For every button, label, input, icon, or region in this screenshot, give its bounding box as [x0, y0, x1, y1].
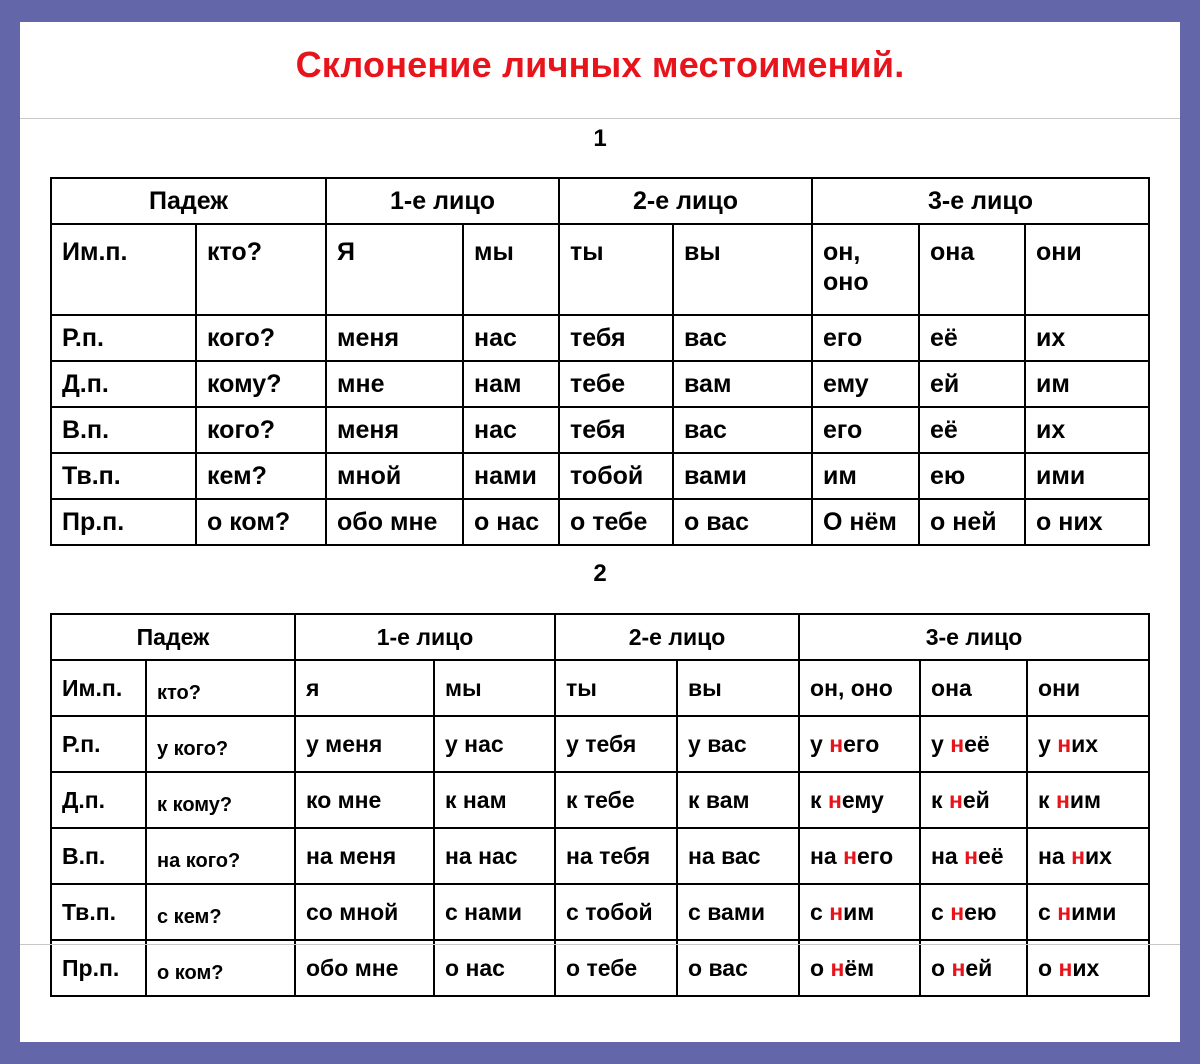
- title-band: [20, 22, 1180, 119]
- cell: тебя: [559, 407, 673, 453]
- cell: о нас: [463, 499, 559, 545]
- case-question: кому?: [196, 361, 326, 407]
- cell: его: [812, 315, 919, 361]
- header-first-person: 1-е лицо: [326, 178, 559, 224]
- case-name: В.п.: [51, 828, 146, 884]
- cell-rest: ею: [964, 898, 997, 925]
- table-header-row: [51, 614, 1149, 660]
- case-question: у кого?: [146, 716, 295, 772]
- cell: они: [1025, 224, 1149, 315]
- cell-third-person: [1027, 660, 1149, 716]
- cell-highlight: н: [830, 954, 845, 981]
- cell: о ней: [919, 499, 1025, 545]
- cell-prefix: на: [1038, 842, 1072, 869]
- cell-third-person: [920, 828, 1027, 884]
- table-row: [51, 660, 1149, 716]
- footer-divider: [20, 944, 1180, 945]
- declension-table-1: [50, 177, 1150, 546]
- cell: на тебя: [555, 828, 677, 884]
- cell: нас: [463, 407, 559, 453]
- cell: о нас: [434, 940, 555, 996]
- cell: к тебе: [555, 772, 677, 828]
- cell: меня: [326, 315, 463, 361]
- cell: ей: [919, 361, 1025, 407]
- cell-rest: их: [1085, 842, 1112, 869]
- cell: о них: [1025, 499, 1149, 545]
- cell-rest: их: [1072, 954, 1100, 981]
- cell-prefix: у: [810, 730, 830, 757]
- cell-prefix: о: [931, 954, 952, 981]
- cell: вами: [673, 453, 812, 499]
- cell: им: [812, 453, 919, 499]
- table-row: [51, 772, 1149, 828]
- cell: ими: [1025, 453, 1149, 499]
- table-row: [51, 407, 1149, 453]
- cell: мне: [326, 361, 463, 407]
- table-row: [51, 828, 1149, 884]
- table-row: [51, 315, 1149, 361]
- cell-highlight: н: [827, 786, 842, 813]
- cell-third-person: [1027, 716, 1149, 772]
- cell: её: [919, 315, 1025, 361]
- case-question: кто?: [146, 660, 295, 716]
- cell: с вами: [677, 884, 799, 940]
- cell: на вас: [677, 828, 799, 884]
- cell: им: [1025, 361, 1149, 407]
- case-name: Д.п.: [51, 772, 146, 828]
- table-1-number: 1: [593, 125, 607, 152]
- table-row: [51, 224, 1149, 315]
- cell-prefix: она: [931, 674, 972, 701]
- cell: тебе: [559, 361, 673, 407]
- cell-prefix: у: [1038, 730, 1058, 757]
- cell-third-person: [1027, 772, 1149, 828]
- cell-rest: ём: [844, 954, 875, 981]
- case-question: кого?: [196, 315, 326, 361]
- cell-prefix: с: [810, 898, 830, 925]
- cell: у вас: [677, 716, 799, 772]
- cell-third-person: [920, 772, 1027, 828]
- cell-rest: ими: [1071, 898, 1117, 925]
- case-name: Им.п.: [51, 660, 146, 716]
- cell-prefix: к: [1038, 786, 1056, 813]
- cell-third-person: [799, 716, 920, 772]
- cell: о вас: [677, 940, 799, 996]
- cell-third-person: [920, 716, 1027, 772]
- table-header-row: [51, 178, 1149, 224]
- cell: я: [295, 660, 434, 716]
- cell: ко мне: [295, 772, 434, 828]
- cell-highlight: н: [1058, 954, 1073, 981]
- header-third-person: 3-е лицо: [812, 178, 1149, 224]
- header-second-person: 2-е лицо: [555, 614, 799, 660]
- cell: на нас: [434, 828, 555, 884]
- cell: ему: [812, 361, 919, 407]
- cell-highlight: н: [1071, 842, 1086, 869]
- cell: вы: [677, 660, 799, 716]
- cell-third-person: [920, 940, 1027, 996]
- cell: нас: [463, 315, 559, 361]
- case-name: В.п.: [51, 407, 196, 453]
- table-2-number: 2: [593, 560, 607, 587]
- case-question: на кого?: [146, 828, 295, 884]
- cell-third-person: [799, 772, 920, 828]
- cell-prefix: он, оно: [810, 674, 893, 701]
- cell: со мной: [295, 884, 434, 940]
- cell: у тебя: [555, 716, 677, 772]
- cell-highlight: н: [1055, 786, 1070, 813]
- cell: тебя: [559, 315, 673, 361]
- table-row: [51, 453, 1149, 499]
- case-name: Им.п.: [51, 224, 196, 315]
- case-question: с кем?: [146, 884, 295, 940]
- cell-highlight: н: [843, 842, 858, 869]
- cell-third-person: [799, 884, 920, 940]
- case-name: Д.п.: [51, 361, 196, 407]
- header-case: Падеж: [51, 178, 326, 224]
- cell: нам: [463, 361, 559, 407]
- cell-rest: ей: [962, 786, 990, 813]
- cell-third-person: [1027, 940, 1149, 996]
- cell-third-person: [920, 660, 1027, 716]
- cell-rest: его: [857, 842, 894, 869]
- cell-third-person: [799, 660, 920, 716]
- header-third-person: 3-е лицо: [799, 614, 1149, 660]
- table-row: [51, 884, 1149, 940]
- cell: к вам: [677, 772, 799, 828]
- cell: вас: [673, 315, 812, 361]
- cell: меня: [326, 407, 463, 453]
- cell: тобой: [559, 453, 673, 499]
- cell: мы: [463, 224, 559, 315]
- header-first-person: 1-е лицо: [295, 614, 555, 660]
- cell-line: оно: [823, 268, 869, 296]
- declension-table-2: [50, 613, 1150, 997]
- cell-rest: ей: [965, 954, 993, 981]
- cell: мы: [434, 660, 555, 716]
- cell-prefix: с: [1038, 898, 1058, 925]
- cell: обо мне: [326, 499, 463, 545]
- cell-third-person: [920, 884, 1027, 940]
- cell-rest: ему: [841, 786, 884, 813]
- cell-highlight: н: [829, 730, 844, 757]
- cell: вы: [673, 224, 812, 315]
- case-name: Пр.п.: [51, 499, 196, 545]
- slide: [20, 22, 1180, 1042]
- table-row: [51, 499, 1149, 545]
- cell-rest: её: [978, 842, 1004, 869]
- cell-prefix: они: [1038, 674, 1081, 701]
- cell: с тобой: [555, 884, 677, 940]
- cell: О нём: [812, 499, 919, 545]
- cell: их: [1025, 407, 1149, 453]
- cell-highlight: н: [948, 786, 963, 813]
- case-name: Тв.п.: [51, 884, 146, 940]
- cell: о вас: [673, 499, 812, 545]
- header-second-person: 2-е лицо: [559, 178, 812, 224]
- cell-highlight: н: [964, 842, 979, 869]
- cell: ею: [919, 453, 1025, 499]
- cell-prefix: на: [810, 842, 844, 869]
- case-question: о ком?: [196, 499, 326, 545]
- case-name: Р.п.: [51, 716, 146, 772]
- cell-highlight: н: [950, 898, 965, 925]
- cell-highlight: н: [1057, 730, 1072, 757]
- cell-rest: его: [843, 730, 880, 757]
- cell-prefix: о: [1038, 954, 1059, 981]
- cell-third-person: [799, 940, 920, 996]
- case-question: кто?: [196, 224, 326, 315]
- case-question: о ком?: [146, 940, 295, 996]
- cell: вам: [673, 361, 812, 407]
- cell-prefix: у: [931, 730, 951, 757]
- cell-prefix: о: [810, 954, 831, 981]
- cell-rest: им: [1069, 786, 1101, 813]
- cell-highlight: н: [1057, 898, 1072, 925]
- cell-line: он,: [823, 238, 861, 266]
- cell-third-person: [799, 828, 920, 884]
- cell: с нами: [434, 884, 555, 940]
- cell: ты: [559, 224, 673, 315]
- cell-prefix: к: [931, 786, 949, 813]
- case-name: Тв.п.: [51, 453, 196, 499]
- table-row: [51, 716, 1149, 772]
- cell: их: [1025, 315, 1149, 361]
- cell: [812, 224, 919, 315]
- cell-highlight: н: [951, 954, 966, 981]
- cell: её: [919, 407, 1025, 453]
- cell-highlight: н: [950, 730, 965, 757]
- cell: обо мне: [295, 940, 434, 996]
- cell: о тебе: [555, 940, 677, 996]
- cell: нами: [463, 453, 559, 499]
- cell: вас: [673, 407, 812, 453]
- header-case: Падеж: [51, 614, 295, 660]
- cell: на меня: [295, 828, 434, 884]
- cell-prefix: с: [931, 898, 951, 925]
- cell-third-person: [1027, 884, 1149, 940]
- cell: о тебе: [559, 499, 673, 545]
- cell-rest: её: [964, 730, 990, 757]
- case-name: Пр.п.: [51, 940, 146, 996]
- cell-prefix: на: [931, 842, 965, 869]
- cell-rest: их: [1071, 730, 1099, 757]
- cell-rest: им: [843, 898, 875, 925]
- cell: к нам: [434, 772, 555, 828]
- case-question: к кому?: [146, 772, 295, 828]
- cell: Я: [326, 224, 463, 315]
- cell: она: [919, 224, 1025, 315]
- cell-highlight: н: [829, 898, 844, 925]
- table-row: [51, 361, 1149, 407]
- page-title: Склонение личных местоимений.: [295, 44, 905, 85]
- cell: ты: [555, 660, 677, 716]
- case-question: кого?: [196, 407, 326, 453]
- case-question: кем?: [196, 453, 326, 499]
- cell-prefix: к: [810, 786, 828, 813]
- cell: мной: [326, 453, 463, 499]
- cell: у нас: [434, 716, 555, 772]
- table-row: [51, 940, 1149, 996]
- case-name: Р.п.: [51, 315, 196, 361]
- cell: его: [812, 407, 919, 453]
- cell: у меня: [295, 716, 434, 772]
- cell-third-person: [1027, 828, 1149, 884]
